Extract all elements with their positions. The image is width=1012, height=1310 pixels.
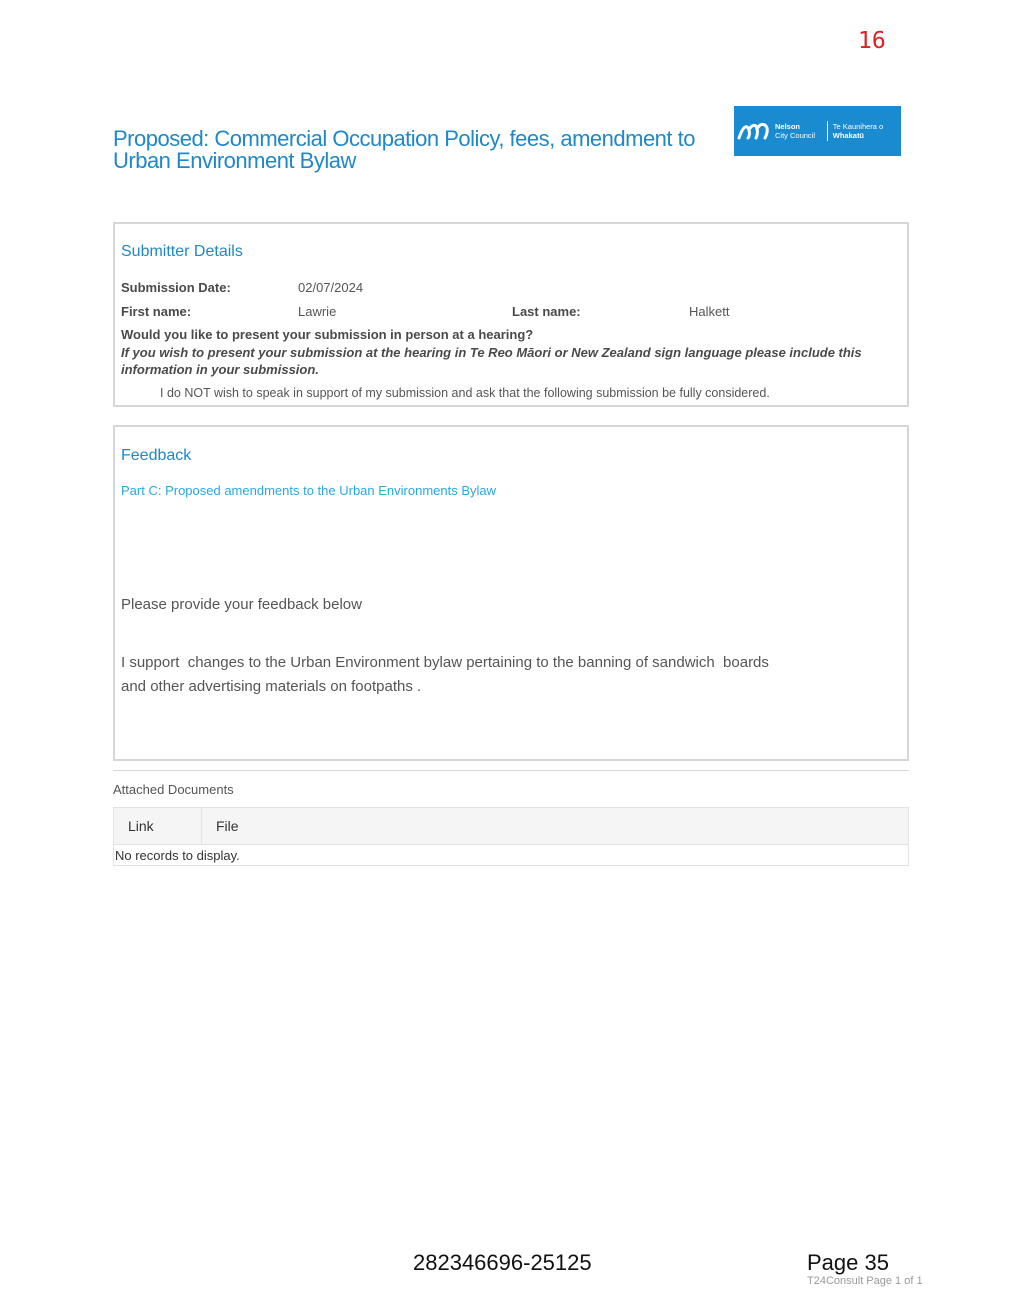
table-header-row	[114, 808, 908, 845]
attached-divider	[113, 770, 909, 771]
page-number: Page 35	[807, 1250, 889, 1275]
submission-date-label: Submission Date:	[121, 280, 231, 295]
first-name-value: Lawrie	[298, 304, 337, 319]
council-logo	[734, 106, 901, 156]
feedback-prompt: Please provide your feedback below	[121, 596, 362, 613]
page-title: Proposed: Commercial Occupation Policy, fees, amendment to Urban Environment Bylaw	[113, 126, 695, 173]
column-header-file[interactable]: File	[216, 818, 239, 834]
hearing-question: Would you like to present your submission in person at a hearing?	[121, 327, 534, 342]
feedback-panel	[113, 425, 909, 761]
first-name-label: First name:	[121, 304, 192, 319]
feedback-heading: Feedback	[121, 447, 192, 464]
empty-table-message: No records to display.	[115, 848, 240, 863]
feedback-text: I support changes to the Urban Environment bylaw pertaining to the banning of sandwich boards and other advertising materials on footpaths .	[121, 654, 769, 695]
document-id: 282346696-25125	[413, 1250, 592, 1275]
column-header-link[interactable]: Link	[114, 808, 202, 844]
logo-text-english: Nelson City Council	[775, 122, 816, 140]
submission-date-value: 02/07/2024	[298, 280, 364, 295]
attached-documents-table	[113, 807, 909, 866]
last-name-label: Last name:	[512, 304, 581, 319]
consult-page-info: T24Consult Page 1 of 1	[807, 1275, 923, 1287]
hearing-answer: I do NOT wish to speak in support of my submission and ask that the following submission be fully considered.	[160, 386, 770, 400]
nelson-logo-icon	[734, 106, 773, 156]
page-marker: 16	[858, 28, 886, 54]
part-c-heading: Part C: Proposed amendments to the Urban Environments Bylaw	[121, 483, 497, 498]
last-name-value: Halkett	[689, 304, 730, 319]
logo-text-maori: Te Kaunihera o Whakatū	[832, 122, 884, 140]
submitter-details-heading: Submitter Details	[121, 243, 243, 260]
logo-divider	[827, 121, 828, 141]
hearing-note: If you wish to present your submission at the hearing in Te Reo Māori or New Zealand sign language please include this information in your submission.	[121, 345, 862, 377]
submitter-details-panel	[113, 222, 909, 407]
attached-documents-title: Attached Documents	[113, 782, 234, 797]
